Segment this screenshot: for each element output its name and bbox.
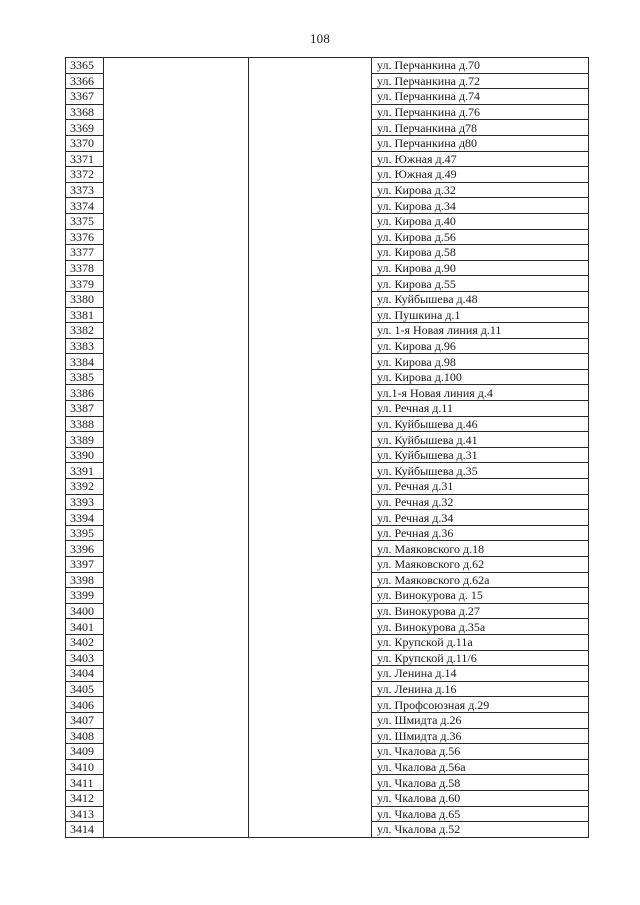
table-row <box>66 728 589 744</box>
address-cell: ул. Южная д.49 <box>372 167 589 183</box>
table-row <box>66 790 589 806</box>
empty-cell <box>249 291 372 307</box>
table-row <box>66 167 589 183</box>
row-number: 3383 <box>66 338 104 354</box>
address-cell: ул. Кирова д.32 <box>372 182 589 198</box>
empty-cell <box>249 603 372 619</box>
address-cell: ул. Винокурова д. 15 <box>372 588 589 604</box>
empty-cell <box>104 198 249 214</box>
empty-cell <box>249 385 372 401</box>
row-number: 3375 <box>66 213 104 229</box>
row-number: 3405 <box>66 681 104 697</box>
empty-cell <box>104 385 249 401</box>
empty-cell <box>104 634 249 650</box>
address-cell: ул. Кирова д.40 <box>372 213 589 229</box>
row-number: 3371 <box>66 151 104 167</box>
table-row <box>66 510 589 526</box>
empty-cell <box>104 432 249 448</box>
empty-cell <box>104 572 249 588</box>
table-row <box>66 135 589 151</box>
empty-cell <box>104 213 249 229</box>
row-number: 3380 <box>66 291 104 307</box>
empty-cell <box>104 338 249 354</box>
row-number: 3413 <box>66 806 104 822</box>
empty-cell <box>104 744 249 760</box>
empty-cell <box>249 619 372 635</box>
address-cell: ул. Чкалова д.58 <box>372 775 589 791</box>
table-row <box>66 338 589 354</box>
address-cell: ул. Крупской д.11/6 <box>372 650 589 666</box>
table-row <box>66 354 589 370</box>
empty-cell <box>249 401 372 417</box>
empty-cell <box>104 666 249 682</box>
empty-cell <box>104 557 249 573</box>
empty-cell <box>249 307 372 323</box>
address-cell: ул. Маяковского д.18 <box>372 541 589 557</box>
address-cell: ул. Шмидта д.36 <box>372 728 589 744</box>
empty-cell <box>249 463 372 479</box>
empty-cell <box>249 323 372 339</box>
empty-cell <box>249 416 372 432</box>
empty-cell <box>104 167 249 183</box>
row-number: 3399 <box>66 588 104 604</box>
row-number: 3414 <box>66 822 104 838</box>
empty-cell <box>104 260 249 276</box>
empty-cell <box>104 603 249 619</box>
row-number: 3366 <box>66 73 104 89</box>
table-row <box>66 307 589 323</box>
empty-cell <box>249 634 372 650</box>
empty-cell <box>249 822 372 838</box>
row-number: 3388 <box>66 416 104 432</box>
empty-cell <box>249 806 372 822</box>
address-cell: ул. Кирова д.90 <box>372 260 589 276</box>
table-row <box>66 634 589 650</box>
address-cell: ул. Кирова д.56 <box>372 229 589 245</box>
row-number: 3400 <box>66 603 104 619</box>
empty-cell <box>249 369 372 385</box>
address-cell: ул. Маяковского д.62 <box>372 557 589 573</box>
row-number: 3368 <box>66 104 104 120</box>
table-row <box>66 619 589 635</box>
empty-cell <box>104 588 249 604</box>
address-cell: ул. Чкалова д.65 <box>372 806 589 822</box>
row-number: 3411 <box>66 775 104 791</box>
empty-cell <box>249 135 372 151</box>
address-cell: ул. Куйбышева д.46 <box>372 416 589 432</box>
table-row <box>66 416 589 432</box>
row-number: 3374 <box>66 198 104 214</box>
empty-cell <box>104 525 249 541</box>
empty-cell <box>249 198 372 214</box>
empty-cell <box>249 572 372 588</box>
empty-cell <box>104 354 249 370</box>
row-number: 3379 <box>66 276 104 292</box>
empty-cell <box>104 463 249 479</box>
empty-cell <box>104 494 249 510</box>
address-cell: ул. Кирова д.58 <box>372 245 589 261</box>
address-cell: ул. Профсоюзная д.29 <box>372 697 589 713</box>
row-number: 3407 <box>66 712 104 728</box>
empty-cell <box>249 104 372 120</box>
empty-cell <box>104 806 249 822</box>
address-cell: ул. Куйбышева д.35 <box>372 463 589 479</box>
empty-cell <box>249 354 372 370</box>
address-cell: ул. Речная д.11 <box>372 401 589 417</box>
address-table-body <box>66 58 589 838</box>
table-row <box>66 447 589 463</box>
row-number: 3406 <box>66 697 104 713</box>
empty-cell <box>104 650 249 666</box>
address-cell: ул. Куйбышева д.41 <box>372 432 589 448</box>
address-cell: ул. Шмидта д.26 <box>372 712 589 728</box>
empty-cell <box>249 775 372 791</box>
empty-cell <box>104 245 249 261</box>
row-number: 3412 <box>66 790 104 806</box>
empty-cell <box>104 822 249 838</box>
row-number: 3402 <box>66 634 104 650</box>
empty-cell <box>104 681 249 697</box>
empty-cell <box>249 151 372 167</box>
address-cell: ул. Маяковского д.62а <box>372 572 589 588</box>
row-number: 3397 <box>66 557 104 573</box>
empty-cell <box>104 182 249 198</box>
address-cell: ул. Пушкина д.1 <box>372 307 589 323</box>
empty-cell <box>249 494 372 510</box>
row-number: 3395 <box>66 525 104 541</box>
empty-cell <box>249 681 372 697</box>
table-row <box>66 151 589 167</box>
empty-cell <box>104 728 249 744</box>
address-cell: ул. Куйбышева д.48 <box>372 291 589 307</box>
table-row <box>66 712 589 728</box>
address-cell: ул. Речная д.36 <box>372 525 589 541</box>
row-number: 3373 <box>66 182 104 198</box>
table-row <box>66 666 589 682</box>
empty-cell <box>104 120 249 136</box>
row-number: 3372 <box>66 167 104 183</box>
row-number: 3367 <box>66 89 104 105</box>
empty-cell <box>104 151 249 167</box>
table-row <box>66 463 589 479</box>
table-row <box>66 744 589 760</box>
address-cell: ул. Ленина д.14 <box>372 666 589 682</box>
empty-cell <box>249 666 372 682</box>
empty-cell <box>249 213 372 229</box>
empty-cell <box>249 510 372 526</box>
page-number: 108 <box>309 31 331 46</box>
row-number: 3408 <box>66 728 104 744</box>
address-cell: ул. Ленина д.16 <box>372 681 589 697</box>
row-number: 3390 <box>66 447 104 463</box>
address-table <box>65 57 589 838</box>
empty-cell <box>249 650 372 666</box>
empty-cell <box>104 697 249 713</box>
empty-cell <box>104 58 249 74</box>
row-number: 3376 <box>66 229 104 245</box>
empty-cell <box>104 401 249 417</box>
empty-cell <box>249 712 372 728</box>
row-number: 3401 <box>66 619 104 635</box>
empty-cell <box>249 588 372 604</box>
row-number: 3398 <box>66 572 104 588</box>
row-number: 3377 <box>66 245 104 261</box>
table-row <box>66 276 589 292</box>
empty-cell <box>249 245 372 261</box>
table-row <box>66 759 589 775</box>
table-row <box>66 198 589 214</box>
address-cell: ул. 1-я Новая линия д.11 <box>372 323 589 339</box>
row-number: 3396 <box>66 541 104 557</box>
address-cell: ул. Винокурова д.27 <box>372 603 589 619</box>
empty-cell <box>249 697 372 713</box>
address-cell: ул. Перчанкина д.74 <box>372 89 589 105</box>
address-cell: ул. Перчанкина д.76 <box>372 104 589 120</box>
empty-cell <box>104 416 249 432</box>
row-number: 3370 <box>66 135 104 151</box>
address-cell: ул. Чкалова д.56а <box>372 759 589 775</box>
address-cell: ул. Крупской д.11а <box>372 634 589 650</box>
row-number: 3403 <box>66 650 104 666</box>
address-cell: ул. Перчанкина д.72 <box>372 73 589 89</box>
address-cell: ул. Южная д.47 <box>372 151 589 167</box>
table-row <box>66 775 589 791</box>
empty-cell <box>104 447 249 463</box>
table-row <box>66 89 589 105</box>
table-row <box>66 104 589 120</box>
table-row <box>66 323 589 339</box>
table-row <box>66 245 589 261</box>
address-cell: ул. Кирова д.55 <box>372 276 589 292</box>
row-number: 3404 <box>66 666 104 682</box>
table-row <box>66 525 589 541</box>
row-number: 3392 <box>66 479 104 495</box>
empty-cell <box>249 759 372 775</box>
table-row <box>66 822 589 838</box>
table-row <box>66 603 589 619</box>
table-row <box>66 557 589 573</box>
empty-cell <box>104 307 249 323</box>
table-row <box>66 73 589 89</box>
address-cell: ул. Кирова д.100 <box>372 369 589 385</box>
address-cell: ул. Винокурова д.35а <box>372 619 589 635</box>
table-row <box>66 229 589 245</box>
table-row <box>66 432 589 448</box>
row-number: 3378 <box>66 260 104 276</box>
empty-cell <box>104 619 249 635</box>
empty-cell <box>249 432 372 448</box>
empty-cell <box>104 759 249 775</box>
row-number: 3382 <box>66 323 104 339</box>
row-number: 3389 <box>66 432 104 448</box>
empty-cell <box>104 276 249 292</box>
table-row <box>66 572 589 588</box>
empty-cell <box>104 712 249 728</box>
row-number: 3394 <box>66 510 104 526</box>
empty-cell <box>249 338 372 354</box>
empty-cell <box>249 447 372 463</box>
address-cell: ул. Чкалова д.52 <box>372 822 589 838</box>
empty-cell <box>104 479 249 495</box>
empty-cell <box>104 73 249 89</box>
table-row <box>66 806 589 822</box>
row-number: 3369 <box>66 120 104 136</box>
empty-cell <box>249 120 372 136</box>
address-cell: ул. Перчанкина д.70 <box>372 58 589 74</box>
empty-cell <box>249 229 372 245</box>
address-cell: ул. Перчанкина д80 <box>372 135 589 151</box>
empty-cell <box>249 276 372 292</box>
row-number: 3393 <box>66 494 104 510</box>
address-cell: ул. Чкалова д.60 <box>372 790 589 806</box>
table-row <box>66 697 589 713</box>
table-row <box>66 541 589 557</box>
row-number: 3385 <box>66 369 104 385</box>
table-row <box>66 494 589 510</box>
empty-cell <box>249 744 372 760</box>
empty-cell <box>104 541 249 557</box>
table-row <box>66 681 589 697</box>
empty-cell <box>104 369 249 385</box>
table-row <box>66 260 589 276</box>
empty-cell <box>249 58 372 74</box>
empty-cell <box>104 775 249 791</box>
empty-cell <box>104 291 249 307</box>
table-row <box>66 369 589 385</box>
table-row <box>66 385 589 401</box>
empty-cell <box>104 510 249 526</box>
row-number: 3384 <box>66 354 104 370</box>
empty-cell <box>249 728 372 744</box>
address-cell: ул. Перчанкина д78 <box>372 120 589 136</box>
empty-cell <box>104 323 249 339</box>
table-row <box>66 213 589 229</box>
empty-cell <box>249 260 372 276</box>
address-cell: ул. Речная д.32 <box>372 494 589 510</box>
table-row <box>66 479 589 495</box>
empty-cell <box>249 541 372 557</box>
address-cell: ул. Речная д.34 <box>372 510 589 526</box>
empty-cell <box>104 104 249 120</box>
table-row <box>66 182 589 198</box>
empty-cell <box>249 89 372 105</box>
row-number: 3365 <box>66 58 104 74</box>
empty-cell <box>104 229 249 245</box>
address-cell: ул. Речная д.31 <box>372 479 589 495</box>
address-cell: ул. Кирова д.96 <box>372 338 589 354</box>
empty-cell <box>249 479 372 495</box>
table-row <box>66 588 589 604</box>
empty-cell <box>249 73 372 89</box>
table-row <box>66 291 589 307</box>
table-row <box>66 650 589 666</box>
row-number: 3381 <box>66 307 104 323</box>
row-number: 3391 <box>66 463 104 479</box>
row-number: 3410 <box>66 759 104 775</box>
table-row <box>66 58 589 74</box>
row-number: 3386 <box>66 385 104 401</box>
address-cell: ул. Чкалова д.56 <box>372 744 589 760</box>
empty-cell <box>104 790 249 806</box>
address-cell: ул.1-я Новая линия д.4 <box>372 385 589 401</box>
row-number: 3387 <box>66 401 104 417</box>
address-cell: ул. Кирова д.34 <box>372 198 589 214</box>
address-cell: ул. Куйбышева д.31 <box>372 447 589 463</box>
empty-cell <box>249 167 372 183</box>
row-number: 3409 <box>66 744 104 760</box>
empty-cell <box>249 525 372 541</box>
empty-cell <box>104 89 249 105</box>
empty-cell <box>249 557 372 573</box>
empty-cell <box>249 182 372 198</box>
empty-cell <box>249 790 372 806</box>
table-row <box>66 120 589 136</box>
table-row <box>66 401 589 417</box>
empty-cell <box>104 135 249 151</box>
address-cell: ул. Кирова д.98 <box>372 354 589 370</box>
